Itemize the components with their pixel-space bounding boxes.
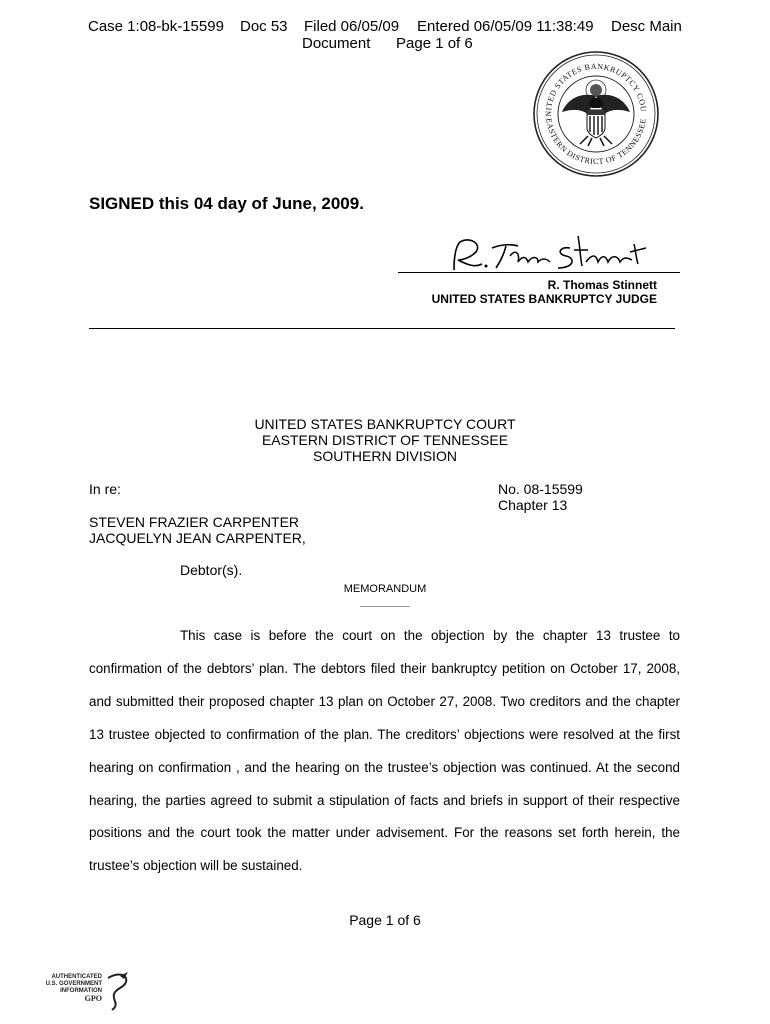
debtor-name-2: JACQUELYN JEAN CARPENTER, (89, 530, 306, 546)
gpo-line-3: INFORMATION (60, 988, 102, 994)
section-divider (89, 328, 675, 329)
gpo-line-2: U.S. GOVERNMENT (45, 981, 102, 987)
seal-bottom-text: EASTERN DISTRICT OF TENNESSEE (544, 117, 648, 167)
memorandum-title: MEMORANDUM (343, 583, 427, 595)
gpo-line-4: GPO (84, 994, 102, 1003)
court-name: UNITED STATES BANKRUPTCY COURT (254, 416, 516, 432)
judge-title: UNITED STATES BANKRUPTCY JUDGE (431, 292, 657, 306)
debtors-label: Debtor(s). (180, 562, 243, 578)
in-re-label: In re: (89, 481, 121, 497)
judge-name: R. Thomas Stinnett (547, 278, 657, 292)
debtor-name-1: STEVEN FRAZIER CARPENTER (89, 514, 300, 530)
court-seal (532, 50, 660, 178)
header-doc: Doc 53 (240, 18, 288, 35)
gpo-line-1: AUTHENTICATED (51, 974, 102, 980)
memorandum-underline (360, 606, 410, 607)
header-entered: Entered 06/05/09 11:38:49 (417, 18, 594, 35)
case-number: No. 08-15599 (498, 481, 583, 497)
header-page: Page 1 of 6 (396, 35, 473, 52)
body-paragraph-text: This case is before the court on the objection by the chapter 13 trustee to confirmation of the debtors’ plan. The debtors filed their bankruptcy petition on October 17, 2008, and submitted their proposed chapter 13 plan on October 27, 2008. Two creditors and the chapter 13 trustee objected to confirmation of the plan. The creditors’ objections were resolved at the first hearing on confirmation , and the hearing on the trustee’s objection was continued. At the second hearing, the parties agreed to submit a stipulation of facts and briefs in support of their respective positions and the court took the matter under advisement. For the reasons set forth herein, the trustee’s objection will be sustained. (89, 628, 680, 874)
gpo-authentication-logo (40, 970, 132, 1014)
court-division: SOUTHERN DIVISION (313, 448, 457, 464)
signature-line (398, 272, 680, 273)
seal-top-text: NITED STATES BANKRUPTCY COU (543, 61, 649, 117)
body-paragraph (89, 620, 680, 883)
header-document: Document (302, 35, 371, 52)
page-footer: Page 1 of 6 (349, 912, 421, 928)
gpo-eagle-icon (102, 970, 132, 1014)
judge-signature (446, 226, 656, 276)
chapter-label: Chapter 13 (498, 497, 568, 513)
header-desc: Desc Main (611, 18, 682, 35)
header-filed: Filed 06/05/09 (304, 18, 400, 35)
signed-date-line: SIGNED this 04 day of June, 2009. (89, 194, 364, 213)
court-district: EASTERN DISTRICT OF TENNESSEE (261, 432, 509, 448)
header-case: Case 1:08-bk-15599 (88, 18, 224, 35)
